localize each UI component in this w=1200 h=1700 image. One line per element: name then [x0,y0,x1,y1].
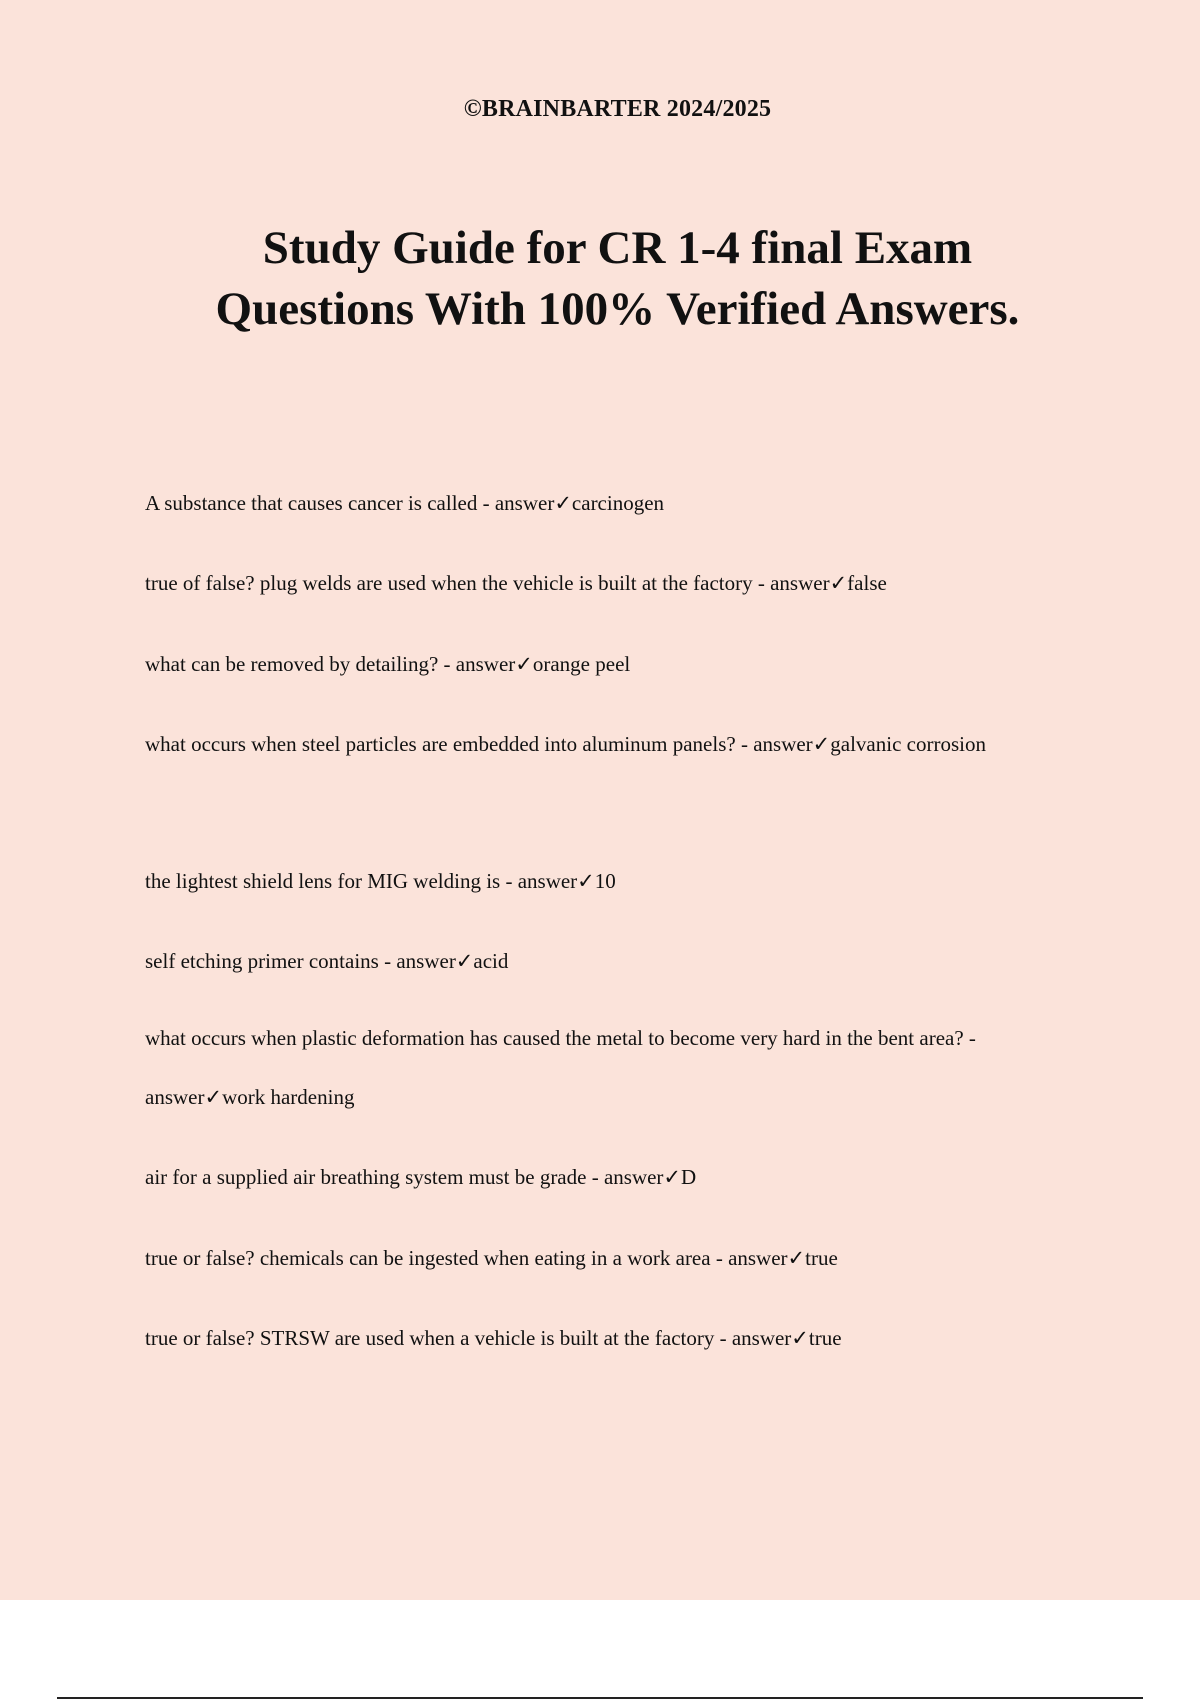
qa-item: true or false? chemicals can be ingested when eating in a work area - answer✓true [145,1246,838,1270]
qa-item: the lightest shield lens for MIG welding is - answer✓10 [145,869,616,893]
title-line-1: Study Guide for CR 1-4 final Exam [262,222,973,274]
qa-item: what occurs when steel particles are embedded into aluminum panels? - answer✓galvanic corrosion [145,732,986,756]
footer-divider [57,1697,1143,1699]
document-title [0,218,1200,340]
title-line-2: Questions With 100% Verified Answers. [215,283,1020,335]
qa-item: air for a supplied air breathing system must be grade - answer✓D [145,1165,697,1189]
copyright-header: ©BRAINBARTER 2024/2025 [463,96,772,122]
qa-item: A substance that causes cancer is called - answer✓carcinogen [145,491,665,515]
qa-item: self etching primer contains - answer✓acid [145,949,509,973]
qa-item: true of false? plug welds are used when the vehicle is built at the factory - answer✓false [145,571,887,595]
qa-item: what occurs when plastic deformation has caused the metal to become very hard in the bent area? - answer✓work hardening [145,1026,976,1109]
qa-item: true or false? STRSW are used when a vehicle is built at the factory - answer✓true [145,1326,842,1350]
qa-item: what can be removed by detailing? - answer✓orange peel [145,652,631,676]
